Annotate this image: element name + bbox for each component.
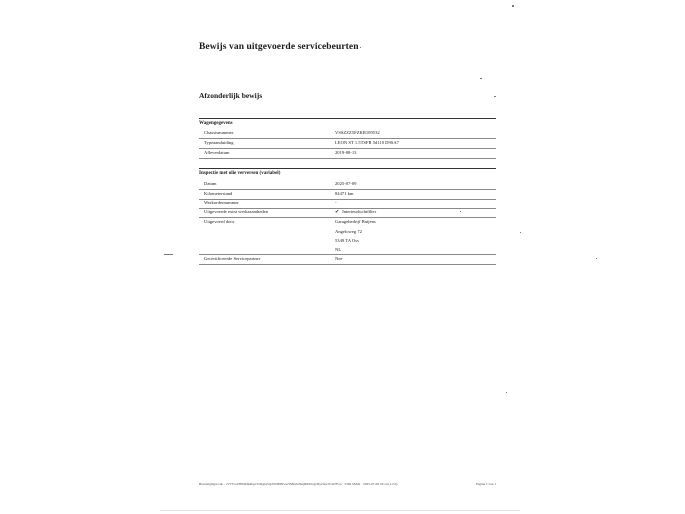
- document-subtitle: Afzonderlijk bewijs: [199, 91, 263, 100]
- certified-label: Gecertificeerde Servicepartner: [204, 256, 261, 261]
- vehicle-row-type: [199, 139, 496, 149]
- page-footer: [199, 482, 496, 490]
- footer-page-number: Pagina 1 van 1: [475, 482, 496, 486]
- scan-speck: [506, 392, 507, 393]
- type-value: LEON ST 1.5TSFR 5d110 D9SA7: [335, 140, 399, 145]
- section-rule-service: [199, 168, 496, 169]
- footer-confirmation-code: Bevestigingscode - cVTVwd38b3kfk4fqrrZvRgbs5Q2WM9Nvuc5Mfa5s5kQ8tDOcgO9yr3ewlV4n7Fou · 5349 SM42 · 2025-07-09 16:14 (1.2.0): [199, 482, 398, 486]
- garage-name: Garagebedrijf Buijens: [335, 219, 376, 224]
- km-value: 84471 km: [335, 191, 354, 196]
- type-label: Typeaanduiding: [204, 140, 234, 145]
- scan-speck: [164, 254, 173, 255]
- delivery-label: Afleverdatum: [204, 150, 230, 155]
- garage-country: NL: [335, 247, 342, 252]
- certified-value: Nee: [335, 256, 343, 261]
- extra-value-wrap: [335, 209, 376, 215]
- scan-speck: [596, 258, 597, 259]
- garage-postcode-city: 5349 TA Oss: [335, 238, 359, 243]
- delivery-value: 2019-08-13: [335, 150, 357, 155]
- date-label: Datum: [204, 181, 217, 186]
- extra-value: Interieurluchtfilter: [342, 209, 377, 214]
- garage-street: Angeloweg 72: [335, 229, 362, 234]
- checkmark-icon: ✔: [335, 209, 340, 215]
- scan-speck: [494, 96, 496, 97]
- scan-speck: [480, 78, 482, 79]
- order-label: Werkordernummer: [204, 200, 239, 205]
- vehicle-row-chassis: [199, 129, 496, 139]
- performed-by-label: Uitgevoerd door: [204, 219, 235, 224]
- service-row-extra: [199, 208, 496, 218]
- service-row-certified: [199, 255, 496, 265]
- scan-speck: [360, 47, 361, 48]
- extra-label: Uitgevoerde extra werkzaamheden: [204, 209, 269, 214]
- order-value: -: [335, 200, 337, 205]
- vehicle-row-delivery: [199, 149, 496, 159]
- section-heading-vehicle: Wagengegevens: [199, 121, 233, 126]
- section-heading-service: Inspectie met olie verversen (variabel): [199, 171, 281, 176]
- km-label: Kilometerstand: [204, 191, 233, 196]
- scan-speck: [460, 211, 461, 212]
- document-title: Bewijs van uitgevoerde servicebeurten: [199, 42, 359, 52]
- scan-speck: [520, 232, 521, 233]
- chassis-value: VSSZZZ5FZKR109532: [335, 130, 380, 135]
- scan-edge-line: [160, 510, 520, 511]
- scan-speck: [512, 5, 514, 7]
- chassis-label: Chassisnummer: [204, 130, 234, 135]
- service-row-date: [199, 180, 496, 190]
- section-rule-vehicle: [199, 118, 496, 119]
- date-value: 2025-07-09: [335, 181, 357, 186]
